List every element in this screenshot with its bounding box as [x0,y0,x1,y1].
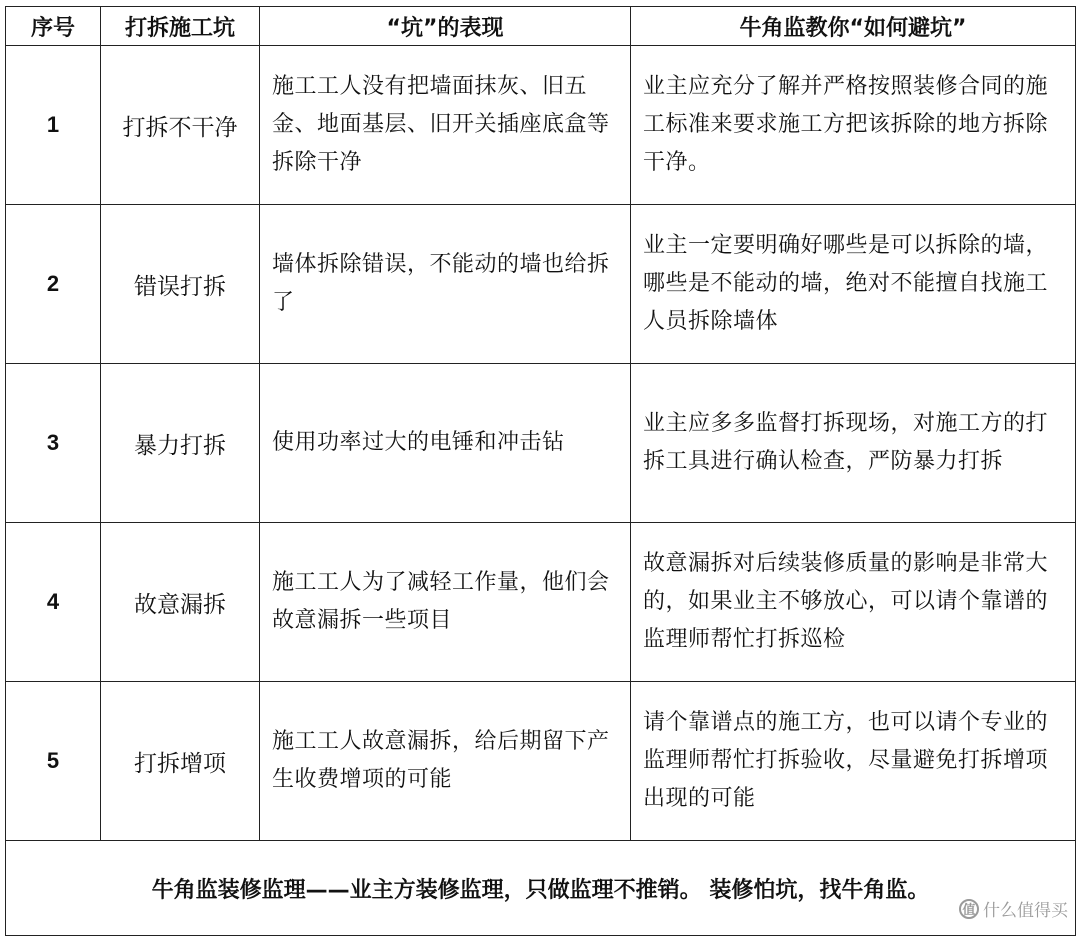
avoid-advice: 业主应多多监督打拆现场，对施工方的打拆工具进行确认检查，严防暴力打拆 [631,364,1076,523]
table-row [6,364,1076,523]
pitfall-symptom: 施工工人没有把墙面抹灰、旧五金、地面基层、旧开关插座底盒等拆除干净 [260,46,631,205]
watermark [959,896,1068,921]
row-number: 4 [6,523,101,682]
row-number: 5 [6,682,101,841]
pitfall-type: 错误打拆 [101,205,260,364]
table-row [6,46,1076,205]
header-row [6,7,1076,46]
header-pitfall-symptom: “坑”的表现 [260,7,631,46]
table-row [6,205,1076,364]
pitfall-symptom: 施工工人故意漏拆，给后期留下产生收费增项的可能 [260,682,631,841]
footer-slogan: 牛角监装修监理——业主方装修监理，只做监理不推销。 装修怕坑，找牛角监。 [6,841,1076,936]
renovation-pitfalls-table [5,6,1076,936]
watermark-text: 什么值得买 [983,901,1068,921]
row-number: 2 [6,205,101,364]
row-number: 3 [6,364,101,523]
avoid-advice: 业主应充分了解并严格按照装修合同的施工标准来要求施工方把该拆除的地方拆除干净。 [631,46,1076,205]
pitfall-type: 故意漏拆 [101,523,260,682]
avoid-advice: 请个靠谱点的施工方，也可以请个专业的监理师帮忙打拆验收，尽量避免打拆增项出现的可能 [631,682,1076,841]
pitfall-symptom: 墙体拆除错误，不能动的墙也给拆了 [260,205,631,364]
row-number: 1 [6,46,101,205]
table-row [6,523,1076,682]
avoid-advice: 业主一定要明确好哪些是可以拆除的墙，哪些是不能动的墙，绝对不能擅自找施工人员拆除墙体 [631,205,1076,364]
pitfall-type: 暴力打拆 [101,364,260,523]
pitfall-symptom: 使用功率过大的电锤和冲击钻 [260,364,631,523]
header-pitfall-type: 打拆施工坑 [101,7,260,46]
pitfall-symptom: 施工工人为了减轻工作量，他们会故意漏拆一些项目 [260,523,631,682]
pitfall-type: 打拆增项 [101,682,260,841]
footer-row [6,841,1076,936]
header-serial: 序号 [6,7,101,46]
zhi-logo-icon: 值 [959,899,979,919]
table-row [6,682,1076,841]
header-avoid-advice: 牛角监教你“如何避坑” [631,7,1076,46]
avoid-advice: 故意漏拆对后续装修质量的影响是非常大的，如果业主不够放心，可以请个靠谱的监理师帮忙打拆巡检 [631,523,1076,682]
pitfall-type: 打拆不干净 [101,46,260,205]
